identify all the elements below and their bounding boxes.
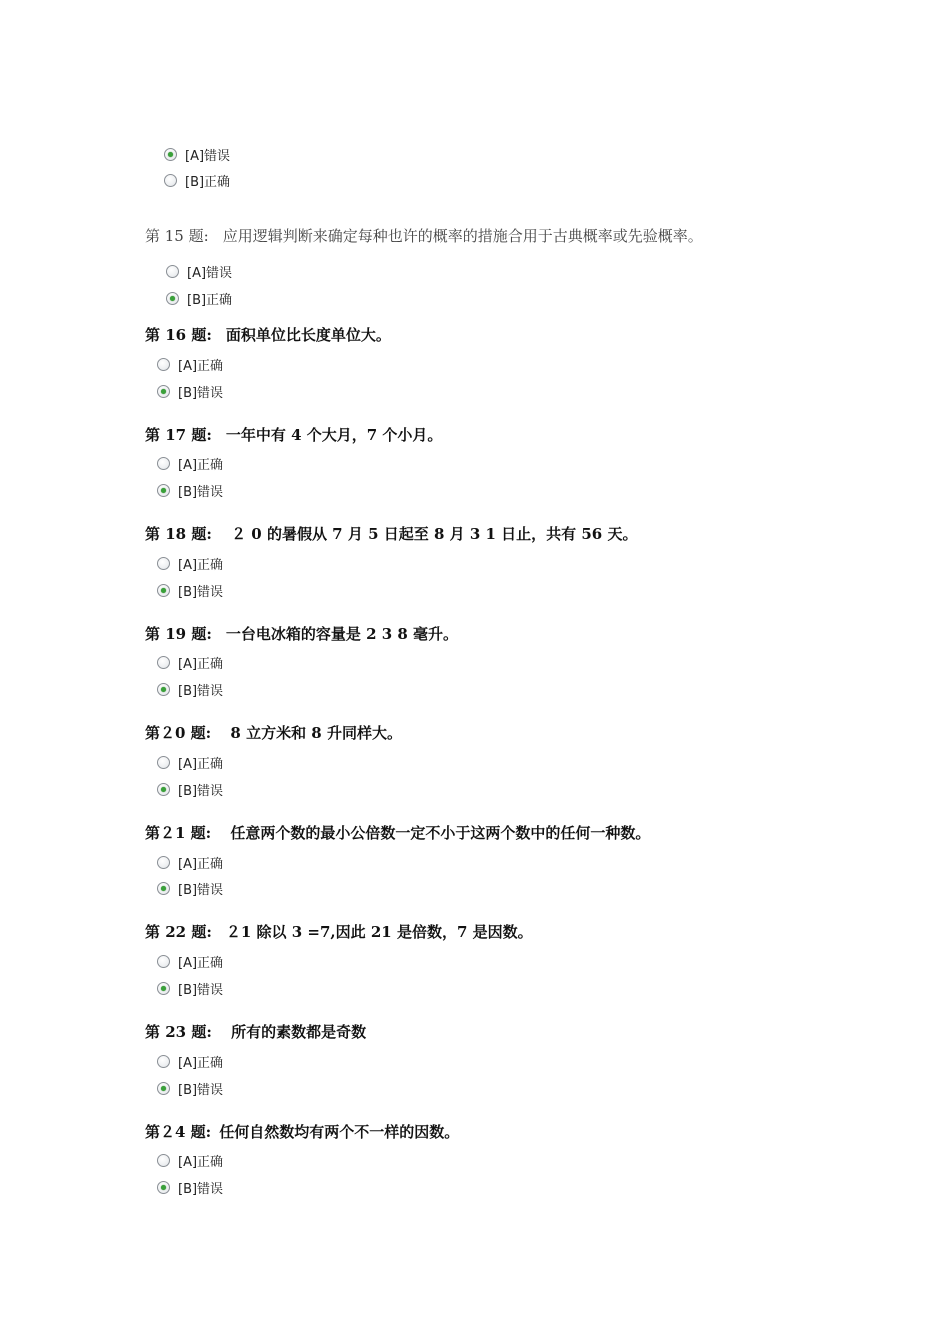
q22-radio-a[interactable] xyxy=(157,955,170,968)
q14-option-a[interactable] xyxy=(164,145,230,163)
q21-option-b[interactable] xyxy=(157,879,223,897)
q24-number: 第２4 题: xyxy=(145,1123,212,1141)
q18-radio-a[interactable] xyxy=(157,557,170,570)
q18-title xyxy=(145,524,637,544)
q24-option-b[interactable] xyxy=(157,1178,223,1196)
q16-number: 第 16 题: xyxy=(145,326,212,344)
q19-radio-b[interactable] xyxy=(157,683,170,696)
q19-option-a-label: [A]正确 xyxy=(178,656,224,672)
q21-radio-a[interactable] xyxy=(157,856,170,869)
q21-option-a[interactable] xyxy=(157,853,223,871)
q15-number: 第 15 题: xyxy=(145,227,209,245)
q16-option-a-label: [A]正确 xyxy=(178,358,224,374)
q20-option-a-label: [A]正确 xyxy=(178,756,224,772)
q24-option-b-label: [B]错误 xyxy=(178,1181,224,1197)
q23-number: 第 23 题: xyxy=(145,1023,212,1041)
q22-text: ２1 除以 3 =7,因此 21 是倍数，7 是因数。 xyxy=(225,923,533,941)
q18-option-b-label: [B]错误 xyxy=(178,584,224,600)
q23-radio-a[interactable] xyxy=(157,1055,170,1068)
q18-option-b[interactable] xyxy=(157,581,223,599)
q18-radio-b[interactable] xyxy=(157,584,170,597)
q20-text: 8 立方米和 8 升同样大。 xyxy=(225,724,402,742)
q22-option-b[interactable] xyxy=(157,979,223,997)
q20-option-b-label: [B]错误 xyxy=(178,783,224,799)
q18-option-a[interactable] xyxy=(157,554,223,572)
q18-number: 第 18 题: xyxy=(145,525,212,543)
q22-option-a-label: [A]正确 xyxy=(178,955,224,971)
q17-title xyxy=(145,425,442,445)
q17-option-a[interactable] xyxy=(157,454,223,472)
q16-radio-a[interactable] xyxy=(157,358,170,371)
q24-option-a-label: [A]正确 xyxy=(178,1154,224,1170)
q14-option-a-label: [A]错误 xyxy=(185,148,231,164)
q14-radio-a[interactable] xyxy=(164,148,177,161)
q15-option-a[interactable] xyxy=(166,262,232,280)
q17-text: 一年中有 4 个大月，7 个小月。 xyxy=(225,426,443,444)
q16-radio-b[interactable] xyxy=(157,385,170,398)
q23-title xyxy=(145,1022,366,1042)
q17-radio-b[interactable] xyxy=(157,484,170,497)
q20-number: 第２0 题: xyxy=(145,724,212,742)
q19-option-a[interactable] xyxy=(157,653,223,671)
q14-option-b[interactable] xyxy=(164,171,230,189)
q16-option-a[interactable] xyxy=(157,355,223,373)
q14-option-b-label: [B]正确 xyxy=(185,174,231,190)
q21-option-a-label: [A]正确 xyxy=(178,856,224,872)
q19-option-b-label: [B]错误 xyxy=(178,683,224,699)
q17-number: 第 17 题: xyxy=(145,426,212,444)
q17-radio-a[interactable] xyxy=(157,457,170,470)
q18-option-a-label: [A]正确 xyxy=(178,557,224,573)
q15-option-b[interactable] xyxy=(166,289,232,307)
q20-option-a[interactable] xyxy=(157,753,223,771)
q16-option-b-label: [B]错误 xyxy=(178,385,224,401)
q22-title xyxy=(145,922,533,942)
q23-option-b[interactable] xyxy=(157,1079,223,1097)
q15-option-b-label: [B]正确 xyxy=(187,292,233,308)
q18-text: ２ 0 的暑假从 7 月 5 日起至 8 月 3 1 日止，共有 56 天。 xyxy=(225,525,638,543)
q15-radio-a[interactable] xyxy=(166,265,179,278)
q21-option-b-label: [B]错误 xyxy=(178,882,224,898)
q19-number: 第 19 题: xyxy=(145,625,212,643)
q17-option-b-label: [B]错误 xyxy=(178,484,224,500)
q16-title xyxy=(145,325,391,345)
q19-option-b[interactable] xyxy=(157,680,223,698)
q17-option-a-label: [A]正确 xyxy=(178,457,224,473)
q24-text: 任何自然数均有两个不一样的因数。 xyxy=(219,1123,460,1141)
q22-radio-b[interactable] xyxy=(157,982,170,995)
q17-option-b[interactable] xyxy=(157,481,223,499)
q16-option-b[interactable] xyxy=(157,382,223,400)
q20-radio-b[interactable] xyxy=(157,783,170,796)
q21-title xyxy=(145,823,650,843)
q21-radio-b[interactable] xyxy=(157,882,170,895)
q20-radio-a[interactable] xyxy=(157,756,170,769)
q15-title xyxy=(145,226,703,246)
q16-text: 面积单位比长度单位大。 xyxy=(225,326,391,344)
q21-text: 任意两个数的最小公倍数一定不小于这两个数中的任何一种数。 xyxy=(225,824,651,842)
q24-title xyxy=(145,1122,459,1142)
q15-option-a-label: [A]错误 xyxy=(187,265,233,281)
q20-option-b[interactable] xyxy=(157,780,223,798)
q15-radio-b[interactable] xyxy=(166,292,179,305)
q22-number: 第 22 题: xyxy=(145,923,212,941)
q23-option-a[interactable] xyxy=(157,1052,223,1070)
q19-text: 一台电冰箱的容量是 2 3 8 毫升。 xyxy=(225,625,459,643)
q23-radio-b[interactable] xyxy=(157,1082,170,1095)
q20-title xyxy=(145,723,402,743)
q24-radio-a[interactable] xyxy=(157,1154,170,1167)
q19-title xyxy=(145,624,458,644)
q22-option-b-label: [B]错误 xyxy=(178,982,224,998)
q21-number: 第２1 题: xyxy=(145,824,212,842)
q24-option-a[interactable] xyxy=(157,1151,223,1169)
q23-text: 所有的素数都是奇数 xyxy=(225,1023,367,1041)
q15-text: 应用逻辑判断来确定每种也许的概率的措施合用于古典概率或先验概率。 xyxy=(222,227,703,245)
q23-option-a-label: [A]正确 xyxy=(178,1055,224,1071)
q24-radio-b[interactable] xyxy=(157,1181,170,1194)
q14-radio-b[interactable] xyxy=(164,174,177,187)
q19-radio-a[interactable] xyxy=(157,656,170,669)
q22-option-a[interactable] xyxy=(157,952,223,970)
q23-option-b-label: [B]错误 xyxy=(178,1082,224,1098)
